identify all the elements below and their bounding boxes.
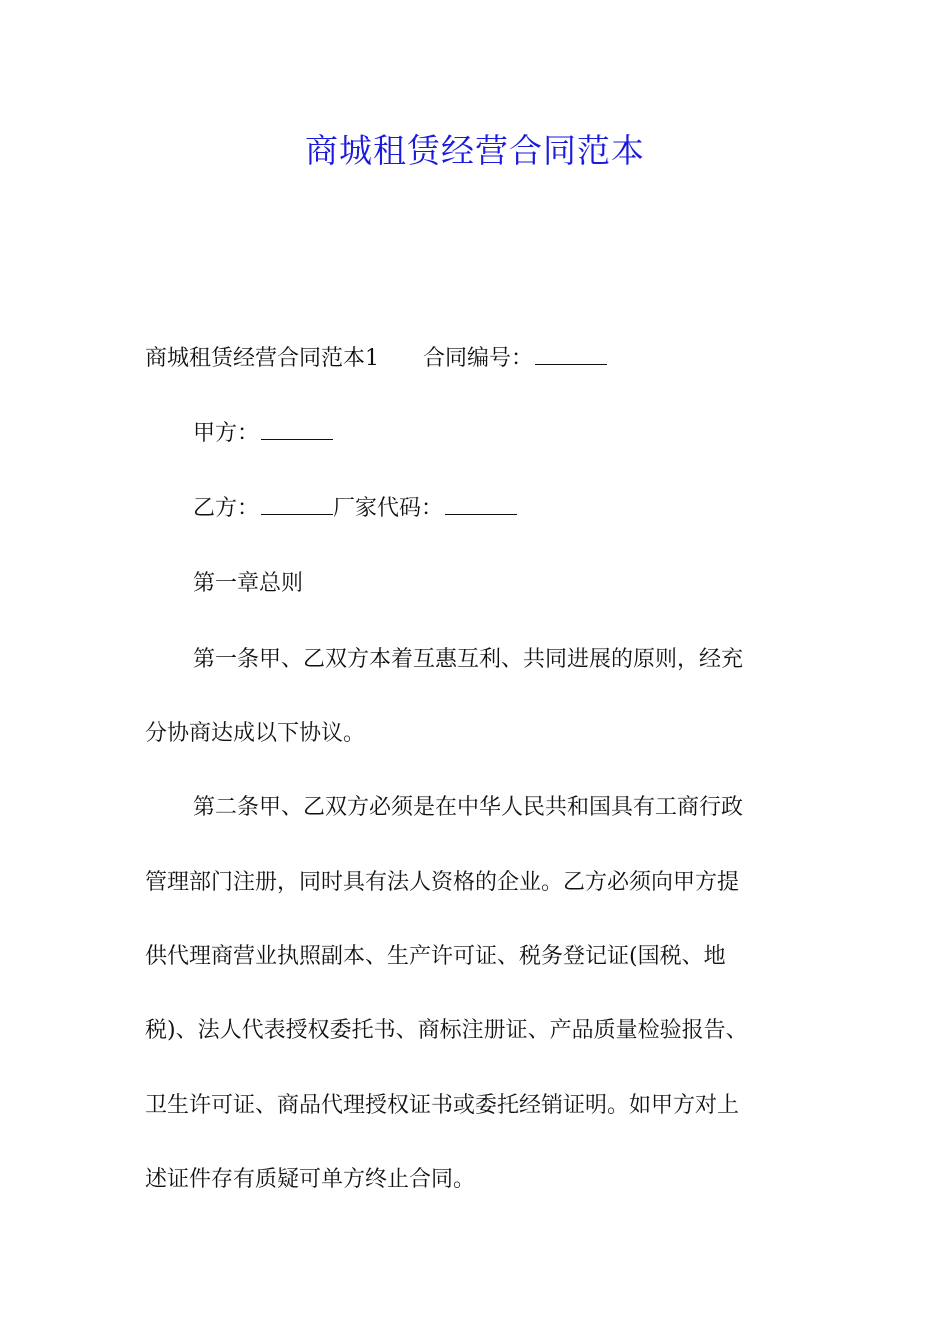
party-a-line — [193, 419, 810, 449]
party-a-blank — [261, 419, 333, 440]
article-1-line-1: 第一条甲、乙双方本着互惠互利、共同进展的原则，经充 — [193, 647, 744, 672]
contract-subtitle: 商城租赁经营合同范本1 — [145, 346, 379, 371]
vendor-code-blank — [445, 494, 517, 515]
article-2-line-2: 管理部门注册，同时具有法人资格的企业。乙方必须向甲方提 — [145, 870, 740, 895]
vendor-code-label: 厂家代码： — [333, 496, 444, 521]
chapter-heading: 第一章总则 — [193, 571, 304, 596]
party-a-label: 甲方： — [193, 421, 260, 446]
article-2-line-6: 述证件存有质疑可单方终止合同。 — [145, 1167, 476, 1192]
article-2-line-4: 税)、法人代表授权委托书、商标注册证、产品质量检验报告、 — [145, 1018, 748, 1043]
document-title: 商城租赁经营合同范本 — [305, 131, 645, 170]
party-b-blank — [261, 494, 333, 515]
article-2-line-5: 卫生许可证、商品代理授权证书或委托经销证明。如甲方对上 — [145, 1093, 740, 1118]
article-2-line-1: 第二条甲、乙双方必须是在中华人民共和国具有工商行政 — [193, 795, 744, 820]
contract-no-blank — [535, 344, 607, 365]
contract-no-label: 合同编号： — [423, 346, 534, 371]
article-2-line-3: 供代理商营业执照副本、生产许可证、税务登记证(国税、地 — [145, 944, 726, 969]
contract-header-line — [145, 344, 810, 374]
article-1-line-2: 分协商达成以下协议。 — [145, 721, 366, 746]
party-b-label: 乙方： — [193, 496, 260, 521]
party-b-line — [193, 494, 810, 524]
